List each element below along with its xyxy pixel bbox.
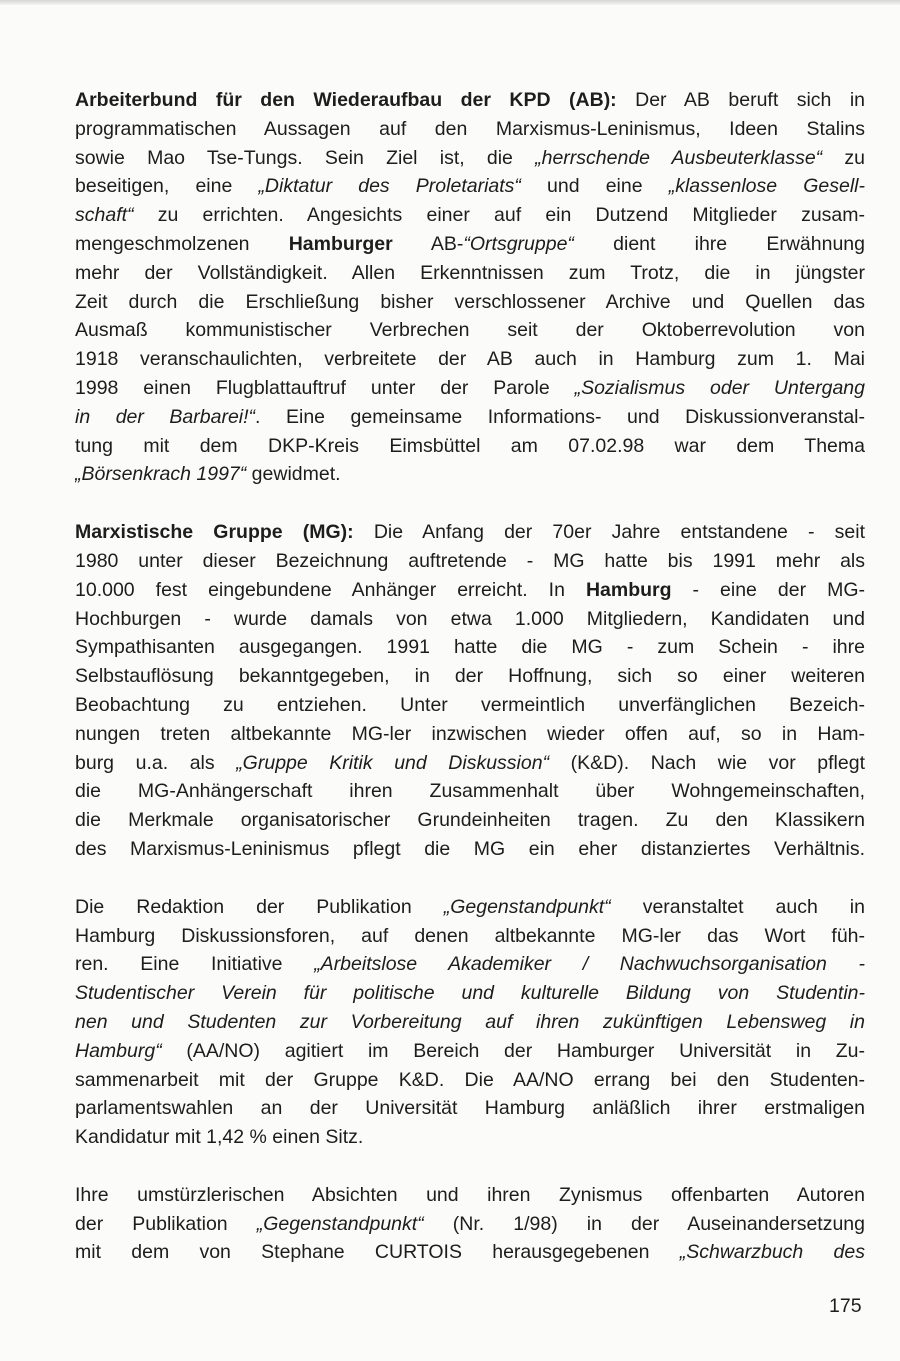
italic-text: „Börsenkrach 1997“	[75, 463, 247, 486]
page-number: 175	[829, 1295, 862, 1317]
text-line	[75, 259, 865, 288]
text-line	[75, 1181, 865, 1210]
text-run: 10.000 fest eingebundene Anhänger erreicht. In	[75, 578, 586, 601]
paragraph-gap	[75, 1152, 865, 1181]
text-run: dient ihre Erwähnung	[573, 232, 865, 255]
text-line	[75, 1094, 865, 1123]
text-run: und eine	[520, 175, 669, 198]
text-run: Die Redaktion der Publikation	[75, 895, 444, 918]
text-line	[75, 172, 865, 201]
italic-text: Studentischer Verein für politische und kulturelle Bildung von Studentin-	[75, 982, 865, 1005]
italic-text: „Diktatur des Proletariats“	[258, 175, 521, 198]
paragraph-schwarzbuch	[75, 1181, 865, 1267]
text-run: 1918 veranschaulichten, verbreitete der AB auch in Hamburg zum 1. Mai	[75, 348, 865, 371]
paragraph-gegenstandpunkt	[75, 893, 865, 1152]
text-run: 1980 unter dieser Bezeichnung auftretende - MG hatte bis 1991 mehr als	[75, 549, 865, 572]
text-run: Hochburgen - wurde damals von etwa 1.000 Mitgliedern, Kandidaten und	[75, 607, 865, 630]
text-line	[75, 115, 865, 144]
text-run: der Publikation	[75, 1212, 257, 1235]
text-run: Ausmaß kommunistischer Verbrechen seit der Oktoberrevolution von	[75, 319, 865, 342]
italic-text: „Schwarzbuch des	[679, 1241, 865, 1264]
text-run: zu errichten. Angesichts einer auf ein Dutzend Mitglieder zusam-	[133, 204, 865, 227]
text-line	[75, 288, 865, 317]
text-run: ren. Eine Initiative	[75, 953, 315, 976]
text-line	[75, 374, 865, 403]
text-run: mit dem von Stephane CURTOIS herausgegebenen	[75, 1241, 680, 1264]
text-line	[75, 979, 865, 1008]
text-run: Sympathisanten ausgegangen. 1991 hatte die MG - zum Schein - ihre	[75, 636, 865, 659]
text-line	[75, 1066, 865, 1095]
text-line	[75, 403, 865, 432]
text-run: die MG-Anhängerschaft ihren Zusammenhalt über Wohngemeinschaften,	[75, 780, 865, 803]
text-run: beseitigen, eine	[75, 175, 259, 198]
text-run: Ihre umstürzlerischen Absichten und ihren Zynismus offenbarten Autoren	[75, 1183, 865, 1206]
text-run: AB-	[392, 232, 464, 255]
text-run: (Nr. 1/98) in der Auseinandersetzung	[423, 1212, 865, 1235]
page-top-edge	[0, 0, 900, 5]
text-line	[75, 633, 865, 662]
text-run: nungen treten altbekannte MG-ler inzwischen wieder offen auf, so in Ham-	[75, 722, 865, 745]
text-run: mengeschmolzenen	[75, 232, 289, 255]
text-line	[75, 576, 865, 605]
bold-text: Hamburger	[288, 232, 393, 255]
text-line	[75, 605, 865, 634]
text-run: Der AB beruft sich in	[616, 89, 865, 111]
text-run: sowie Mao Tse-Tungs. Sein Ziel ist, die	[75, 146, 536, 169]
italic-text: „Gegenstandpunkt“	[443, 895, 611, 918]
paragraph-arbeiterbund	[75, 86, 865, 489]
text-line	[75, 1123, 865, 1152]
text-line	[75, 144, 865, 173]
text-line	[75, 230, 865, 259]
text-line	[75, 777, 865, 806]
text-line	[75, 518, 865, 547]
italic-text: „Gruppe Kritik und Diskussion“	[236, 751, 550, 774]
text-run: programmatischen Aussagen auf den Marxismus-Leninismus, Ideen Stalins	[75, 117, 865, 140]
text-run: die Merkmale organisatorischer Grundeinheiten tragen. Zu den Klassikern	[75, 809, 865, 832]
italic-text: „Sozialismus oder Untergang	[574, 376, 865, 399]
text-line	[75, 720, 865, 749]
text-run: Hamburg Diskussionsforen, auf denen altbekannte MG-ler das Wort füh-	[75, 924, 865, 947]
text-line	[75, 950, 865, 979]
text-line	[75, 893, 865, 922]
text-run: parlamentswahlen an der Universität Hamburg anläßlich ihrer erstmaligen	[75, 1097, 865, 1120]
page-body	[75, 86, 865, 1267]
text-run: Kandidatur mit 1,42 % einen Sitz.	[75, 1126, 364, 1149]
text-line	[75, 1037, 865, 1066]
bold-text: Hamburg	[585, 578, 672, 601]
italic-text: in der Barbarei!“	[75, 405, 256, 428]
italic-text: Hamburg“	[75, 1039, 162, 1062]
text-run: . Eine gemeinsame Informations- und Diskussionveranstal-	[255, 405, 865, 428]
text-line	[75, 201, 865, 230]
text-run: zu	[822, 146, 865, 169]
text-run: (AA/NO) agitiert im Bereich der Hamburger Universität in Zu-	[161, 1039, 865, 1062]
text-line	[75, 662, 865, 691]
text-line	[75, 460, 865, 489]
italic-text: schaft“	[75, 204, 134, 227]
text-line	[75, 86, 865, 115]
italic-text: nen und Studenten zur Vorbereitung auf ihren zukünftigen Lebensweg in	[75, 1010, 865, 1033]
text-line	[75, 806, 865, 835]
text-run: Zeit durch die Erschließung bisher verschlossener Archive und Quellen das	[75, 290, 865, 313]
text-run: sammenarbeit mit der Gruppe K&D. Die AA/NO errang bei den Studenten-	[75, 1068, 865, 1091]
text-line	[75, 1008, 865, 1037]
italic-text: „Gegenstandpunkt“	[256, 1212, 424, 1235]
bold-text: Marxistische Gruppe (MG):	[75, 521, 354, 544]
paragraph-gap	[75, 864, 865, 893]
text-line	[75, 691, 865, 720]
italic-text: „klassenlose Gesell-	[668, 175, 865, 198]
text-line	[75, 432, 865, 461]
text-run: des Marxismus-Leninismus pflegt die MG ein eher distanziertes Verhältnis.	[75, 837, 865, 860]
text-line	[75, 316, 865, 345]
text-run: mehr der Vollständigkeit. Allen Erkenntnissen zum Trotz, die in jüngster	[75, 261, 865, 284]
text-run: Beobachtung zu entziehen. Unter vermeintlich unverfänglichen Bezeich-	[75, 693, 865, 716]
text-line	[75, 1210, 865, 1239]
paragraph-marxistische-gruppe	[75, 518, 865, 864]
text-run: (K&D). Nach wie vor pflegt	[549, 751, 865, 774]
text-run: Die Anfang der 70er Jahre entstandene - seit	[353, 521, 865, 544]
text-run: gewidmet.	[246, 463, 341, 486]
text-run: tung mit dem DKP-Kreis Eimsbüttel am 07.02.98 war dem Thema	[75, 434, 865, 457]
text-run: burg u.a. als	[75, 751, 237, 774]
text-line	[75, 922, 865, 951]
text-line	[75, 345, 865, 374]
text-line	[75, 1238, 865, 1267]
text-run: 1998 einen Flugblattauftruf unter der Parole	[75, 376, 575, 399]
bold-text: Arbeiterbund für den Wiederaufbau der KPD (AB):	[75, 89, 617, 111]
text-run: veranstaltet auch in	[610, 895, 865, 918]
text-line	[75, 547, 865, 576]
text-run: - eine der MG-	[671, 578, 865, 601]
text-line	[75, 835, 865, 864]
italic-text: “Ortsgruppe“	[463, 232, 574, 255]
text-line	[75, 749, 865, 778]
italic-text: „Arbeitslose Akademiker / Nachwuchsorganisation -	[314, 953, 865, 976]
paragraph-gap	[75, 489, 865, 518]
text-run: Selbstauflösung bekanntgegeben, in der Hoffnung, sich so einer weiteren	[75, 665, 865, 688]
italic-text: „herrschende Ausbeuterklasse“	[535, 146, 823, 169]
